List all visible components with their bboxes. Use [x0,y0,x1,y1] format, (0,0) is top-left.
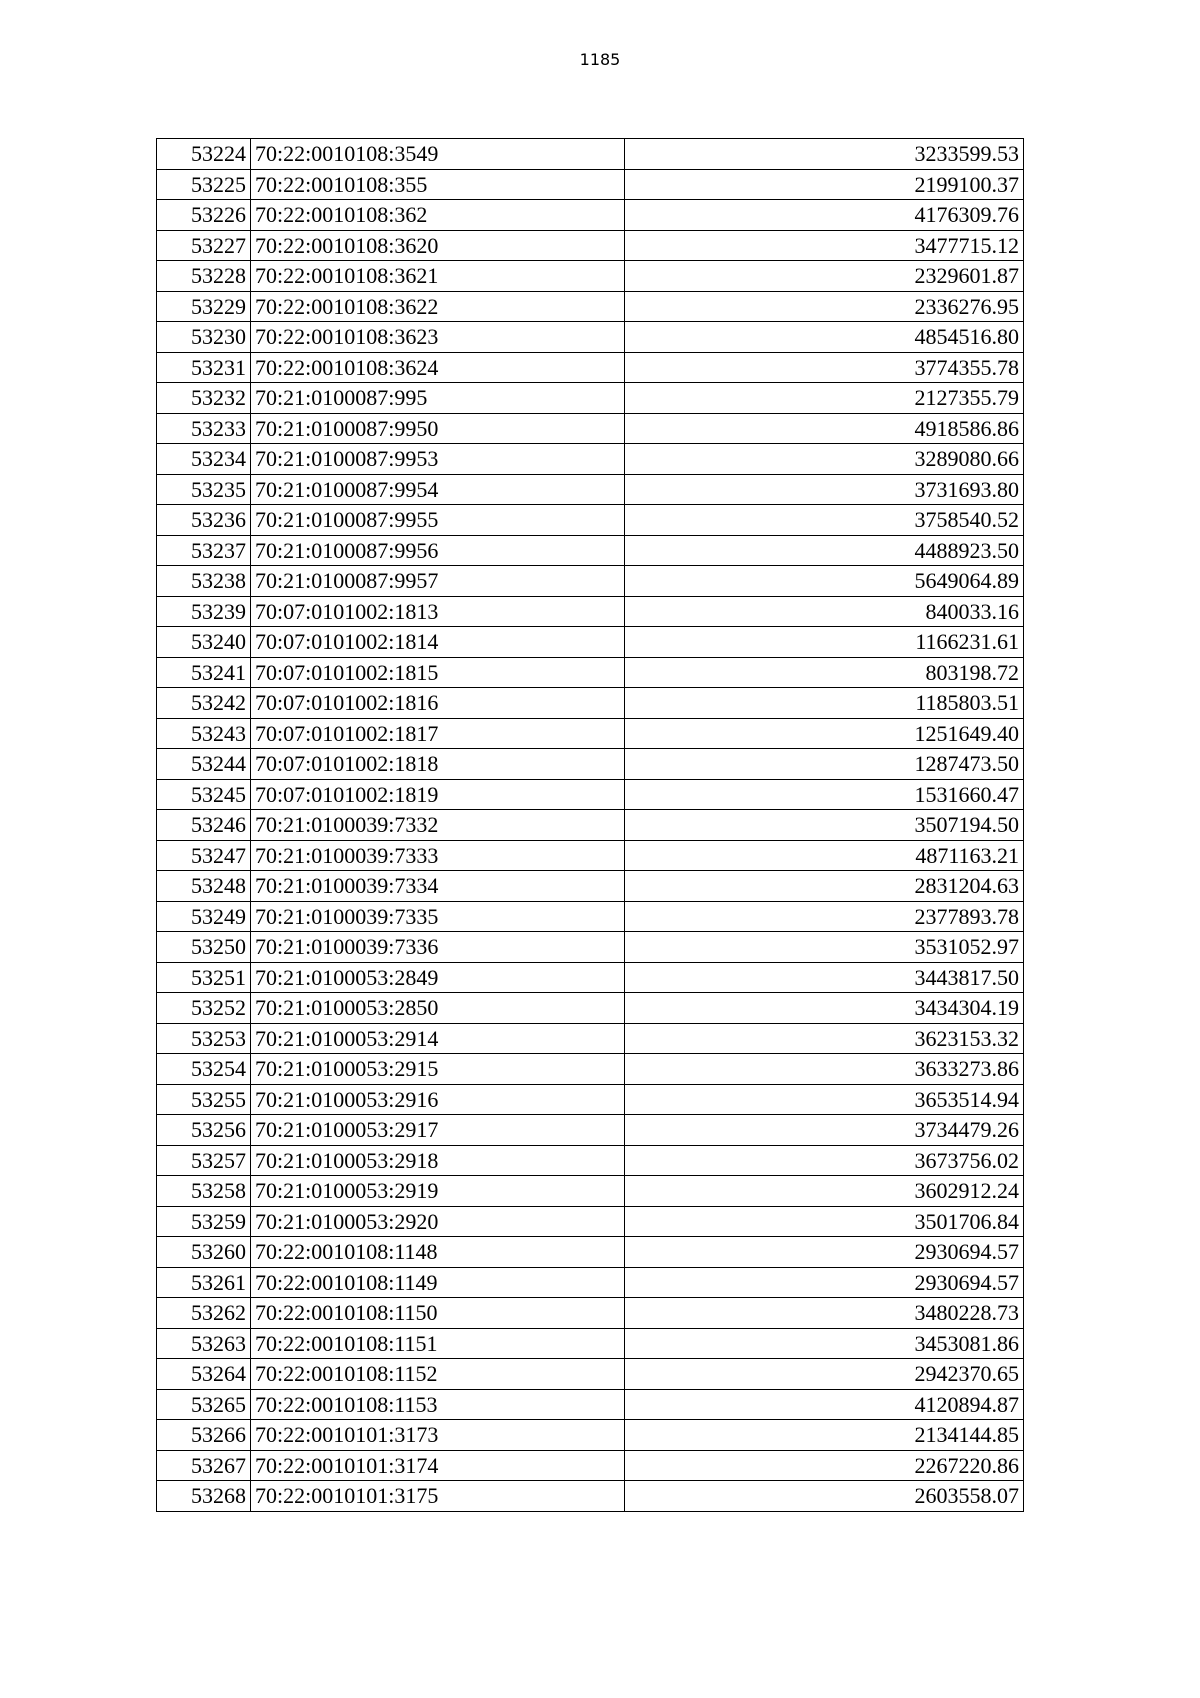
cadastral-value-cell: 3633273.86 [625,1054,1024,1085]
row-number-cell: 53256 [157,1115,251,1146]
row-number-cell: 53265 [157,1389,251,1420]
row-number-cell: 53227 [157,230,251,261]
cadastral-value-cell: 5649064.89 [625,566,1024,597]
cadastral-value-cell: 4488923.50 [625,535,1024,566]
table-row [157,474,1024,505]
row-number-cell: 53244 [157,749,251,780]
table-row [157,1084,1024,1115]
cadastral-value-cell: 2930694.57 [625,1237,1024,1268]
cadastral-value-cell: 2377893.78 [625,901,1024,932]
row-number-cell: 53239 [157,596,251,627]
cadastral-value-cell: 4871163.21 [625,840,1024,871]
row-number-cell: 53240 [157,627,251,658]
table-row [157,1115,1024,1146]
cadastral-number-cell: 70:22:0010108:1148 [251,1237,625,1268]
cadastral-number-cell: 70:22:0010108:3620 [251,230,625,261]
cadastral-value-cell: 2930694.57 [625,1267,1024,1298]
row-number-cell: 53228 [157,261,251,292]
cadastral-number-cell: 70:21:0100053:2918 [251,1145,625,1176]
cadastral-number-cell: 70:22:0010101:3175 [251,1481,625,1512]
cadastral-value-cell: 1166231.61 [625,627,1024,658]
cadastral-value-cell: 2942370.65 [625,1359,1024,1390]
row-number-cell: 53263 [157,1328,251,1359]
cadastral-number-cell: 70:21:0100087:9950 [251,413,625,444]
cadastral-number-cell: 70:07:0101002:1818 [251,749,625,780]
cadastral-number-cell: 70:21:0100053:2920 [251,1206,625,1237]
row-number-cell: 53267 [157,1450,251,1481]
table-row [157,1054,1024,1085]
table-row [157,688,1024,719]
row-number-cell: 53225 [157,169,251,200]
table-row [157,1359,1024,1390]
row-number-cell: 53233 [157,413,251,444]
table-row [157,1389,1024,1420]
table-row [157,810,1024,841]
row-number-cell: 53247 [157,840,251,871]
table-row [157,1237,1024,1268]
row-number-cell: 53251 [157,962,251,993]
cadastral-number-cell: 70:22:0010108:3624 [251,352,625,383]
row-number-cell: 53266 [157,1420,251,1451]
cadastral-number-cell: 70:22:0010108:1150 [251,1298,625,1329]
table-row [157,901,1024,932]
table-row [157,535,1024,566]
cadastral-value-cell: 3623153.32 [625,1023,1024,1054]
cadastral-value-cell: 3434304.19 [625,993,1024,1024]
cadastral-number-cell: 70:22:0010108:1153 [251,1389,625,1420]
row-number-cell: 53260 [157,1237,251,1268]
table-row [157,1145,1024,1176]
cadastral-value-cell: 4918586.86 [625,413,1024,444]
row-number-cell: 53231 [157,352,251,383]
cadastral-number-cell: 70:21:0100039:7335 [251,901,625,932]
cadastral-value-cell: 1251649.40 [625,718,1024,749]
cadastral-value-cell: 1531660.47 [625,779,1024,810]
row-number-cell: 53252 [157,993,251,1024]
table-row [157,1481,1024,1512]
row-number-cell: 53234 [157,444,251,475]
table-row [157,840,1024,871]
cadastral-number-cell: 70:21:0100039:7333 [251,840,625,871]
table-row [157,261,1024,292]
table-row [157,291,1024,322]
table-row [157,139,1024,170]
cadastral-number-cell: 70:22:0010108:1149 [251,1267,625,1298]
cadastral-value-cell: 2336276.95 [625,291,1024,322]
table-row [157,627,1024,658]
row-number-cell: 53250 [157,932,251,963]
row-number-cell: 53232 [157,383,251,414]
cadastral-number-cell: 70:07:0101002:1816 [251,688,625,719]
cadastral-value-cell: 4854516.80 [625,322,1024,353]
cadastral-number-cell: 70:21:0100087:9957 [251,566,625,597]
cadastral-number-cell: 70:22:0010108:1151 [251,1328,625,1359]
cadastral-number-cell: 70:22:0010108:3621 [251,261,625,292]
cadastral-number-cell: 70:21:0100053:2849 [251,962,625,993]
row-number-cell: 53226 [157,200,251,231]
table-row [157,1328,1024,1359]
cadastral-value-cell: 3653514.94 [625,1084,1024,1115]
cadastral-number-cell: 70:07:0101002:1814 [251,627,625,658]
table-row [157,932,1024,963]
cadastral-value-cell: 4120894.87 [625,1389,1024,1420]
table-row [157,566,1024,597]
cadastral-value-cell: 3774355.78 [625,352,1024,383]
table-row [157,322,1024,353]
cadastral-number-cell: 70:21:0100087:9955 [251,505,625,536]
cadastral-number-cell: 70:07:0101002:1819 [251,779,625,810]
row-number-cell: 53237 [157,535,251,566]
row-number-cell: 53249 [157,901,251,932]
cadastral-value-cell: 3758540.52 [625,505,1024,536]
cadastral-value-cell: 2127355.79 [625,383,1024,414]
table-row [157,200,1024,231]
table-row [157,749,1024,780]
cadastral-value-cell: 3734479.26 [625,1115,1024,1146]
row-number-cell: 53230 [157,322,251,353]
cadastral-value-cell: 1185803.51 [625,688,1024,719]
cadastral-number-cell: 70:21:0100053:2914 [251,1023,625,1054]
row-number-cell: 53238 [157,566,251,597]
cadastral-value-cell: 3477715.12 [625,230,1024,261]
cadastral-value-table [156,138,1024,1512]
cadastral-value-cell: 3731693.80 [625,474,1024,505]
cadastral-number-cell: 70:21:0100087:9956 [251,535,625,566]
table-row [157,1176,1024,1207]
table-row [157,1023,1024,1054]
cadastral-value-cell: 2199100.37 [625,169,1024,200]
table-row [157,1298,1024,1329]
cadastral-value-cell: 2603558.07 [625,1481,1024,1512]
cadastral-value-cell: 2267220.86 [625,1450,1024,1481]
cadastral-value-cell: 840033.16 [625,596,1024,627]
row-number-cell: 53241 [157,657,251,688]
table-row [157,230,1024,261]
cadastral-value-cell: 3443817.50 [625,962,1024,993]
table-row [157,993,1024,1024]
cadastral-value-cell: 3453081.86 [625,1328,1024,1359]
cadastral-number-cell: 70:21:0100053:2917 [251,1115,625,1146]
cadastral-number-cell: 70:22:0010101:3173 [251,1420,625,1451]
cadastral-number-cell: 70:22:0010101:3174 [251,1450,625,1481]
cadastral-number-cell: 70:22:0010108:1152 [251,1359,625,1390]
cadastral-value-cell: 3501706.84 [625,1206,1024,1237]
table-row [157,352,1024,383]
cadastral-value-cell: 3289080.66 [625,444,1024,475]
table-row [157,169,1024,200]
table-row [157,444,1024,475]
row-number-cell: 53235 [157,474,251,505]
row-number-cell: 53258 [157,1176,251,1207]
cadastral-value-cell: 3531052.97 [625,932,1024,963]
row-number-cell: 53242 [157,688,251,719]
table-row [157,657,1024,688]
cadastral-number-cell: 70:21:0100039:7332 [251,810,625,841]
row-number-cell: 53255 [157,1084,251,1115]
cadastral-value-cell: 3480228.73 [625,1298,1024,1329]
table-row [157,505,1024,536]
row-number-cell: 53264 [157,1359,251,1390]
table-row [157,871,1024,902]
cadastral-value-cell: 803198.72 [625,657,1024,688]
cadastral-value-cell: 3233599.53 [625,139,1024,170]
cadastral-value-cell: 1287473.50 [625,749,1024,780]
cadastral-value-cell: 2831204.63 [625,871,1024,902]
table-body [157,139,1024,1512]
cadastral-number-cell: 70:21:0100053:2915 [251,1054,625,1085]
row-number-cell: 53245 [157,779,251,810]
row-number-cell: 53243 [157,718,251,749]
row-number-cell: 53268 [157,1481,251,1512]
table-row [157,1267,1024,1298]
cadastral-number-cell: 70:22:0010108:3623 [251,322,625,353]
row-number-cell: 53248 [157,871,251,902]
row-number-cell: 53236 [157,505,251,536]
cadastral-value-cell: 3507194.50 [625,810,1024,841]
cadastral-number-cell: 70:21:0100039:7336 [251,932,625,963]
row-number-cell: 53259 [157,1206,251,1237]
cadastral-value-cell: 2329601.87 [625,261,1024,292]
row-number-cell: 53246 [157,810,251,841]
cadastral-value-cell: 2134144.85 [625,1420,1024,1451]
table-row [157,962,1024,993]
row-number-cell: 53229 [157,291,251,322]
cadastral-value-cell: 3602912.24 [625,1176,1024,1207]
cadastral-number-cell: 70:22:0010108:3549 [251,139,625,170]
row-number-cell: 53262 [157,1298,251,1329]
row-number-cell: 53224 [157,139,251,170]
cadastral-number-cell: 70:21:0100087:9953 [251,444,625,475]
cadastral-number-cell: 70:07:0101002:1817 [251,718,625,749]
cadastral-value-cell: 4176309.76 [625,200,1024,231]
table-row [157,1206,1024,1237]
cadastral-number-cell: 70:22:0010108:355 [251,169,625,200]
table-row [157,1420,1024,1451]
cadastral-number-cell: 70:22:0010108:3622 [251,291,625,322]
cadastral-number-cell: 70:21:0100053:2916 [251,1084,625,1115]
cadastral-number-cell: 70:21:0100039:7334 [251,871,625,902]
row-number-cell: 53253 [157,1023,251,1054]
cadastral-number-cell: 70:07:0101002:1813 [251,596,625,627]
page-number: 1185 [579,50,621,69]
row-number-cell: 53261 [157,1267,251,1298]
table-row [157,718,1024,749]
table-row [157,596,1024,627]
cadastral-number-cell: 70:21:0100053:2850 [251,993,625,1024]
cadastral-number-cell: 70:07:0101002:1815 [251,657,625,688]
table-row [157,779,1024,810]
cadastral-value-cell: 3673756.02 [625,1145,1024,1176]
cadastral-number-cell: 70:22:0010108:362 [251,200,625,231]
table-row [157,413,1024,444]
table-row [157,383,1024,414]
table-row [157,1450,1024,1481]
row-number-cell: 53254 [157,1054,251,1085]
cadastral-number-cell: 70:21:0100087:995 [251,383,625,414]
cadastral-number-cell: 70:21:0100053:2919 [251,1176,625,1207]
cadastral-number-cell: 70:21:0100087:9954 [251,474,625,505]
row-number-cell: 53257 [157,1145,251,1176]
